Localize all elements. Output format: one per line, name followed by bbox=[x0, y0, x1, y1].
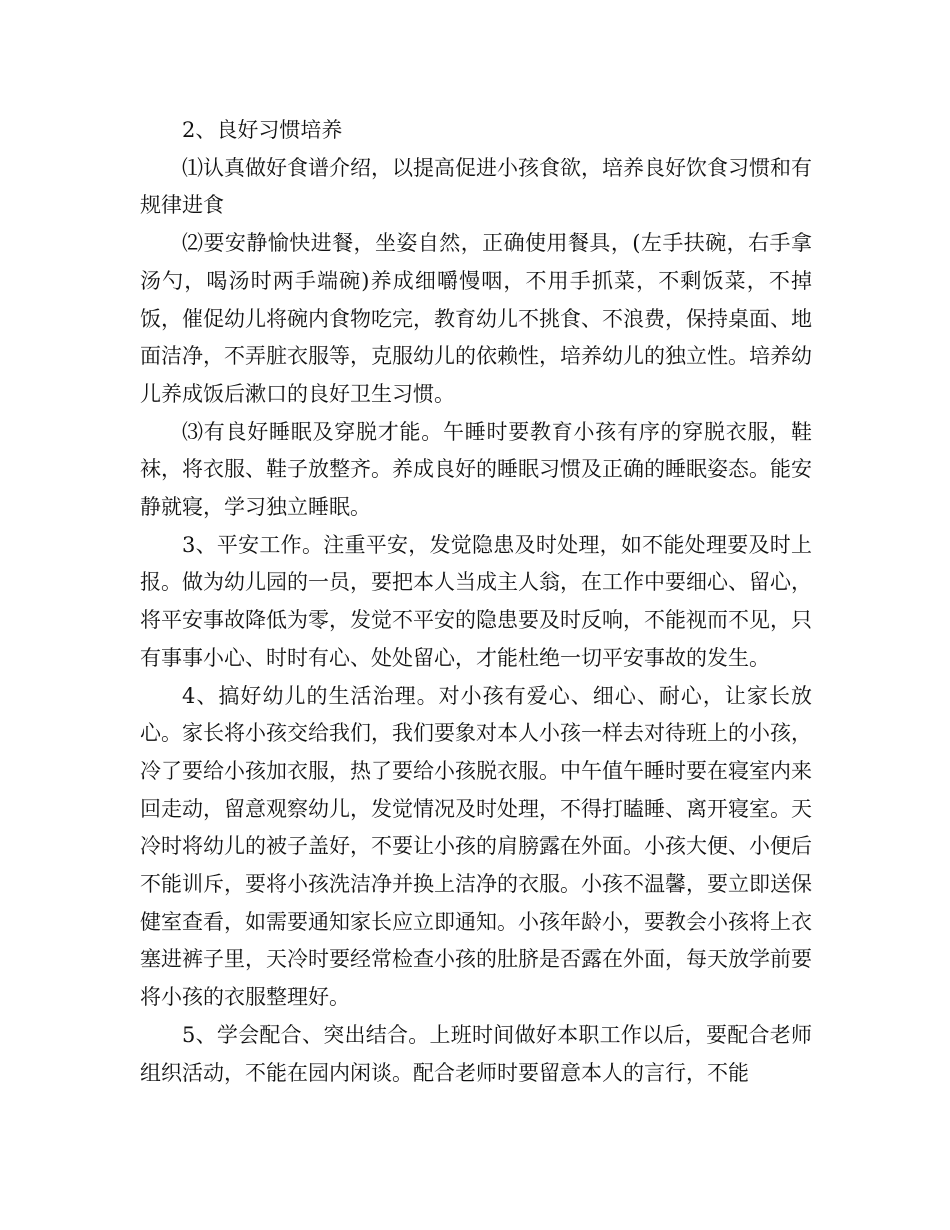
paragraph-recipe: ⑴认真做好食谱介绍，以提高促进小孩食欲，培养良好饮食习惯和有规律进食 bbox=[140, 155, 812, 218]
paragraph-cooperation: 5、学会配合、突出结合。上班时间做好本职工作以后，要配合老师组织活动，不能在园内闲谈。配合老师时要留意本人的言行，不能 bbox=[140, 1022, 812, 1085]
paragraph-sleep: ⑶有良好睡眠及穿脱才能。午睡时要教育小孩有序的穿脱衣服，鞋袜，将衣服、鞋子放整齐。养成良好的睡眠习惯及正确的睡眠姿态。能安静就寝，学习独立睡眠。 bbox=[140, 419, 812, 520]
paragraph-dining: ⑵要安静愉快进餐，坐姿自然，正确使用餐具，(左手扶碗，右手拿汤勺，喝汤时两手端碗)养成细嚼慢咽，不用手抓菜，不剩饭菜，不掉饭，催促幼儿将碗内食物吃完，教育幼儿不挑食、不浪费，保持桌面、地面洁净，不弄脏衣服等，克服幼儿的依赖性，培养幼儿的独立性。培养幼儿养成饭后漱口的良好卫生习惯。 bbox=[140, 231, 812, 406]
section-heading-habits: 2、良好习惯培养 bbox=[182, 118, 343, 142]
document-body bbox=[140, 112, 812, 1092]
paragraph-safety: 3、平安工作。注重平安，发觉隐患及时处理，如不能处理要及时上报。做为幼儿园的一员，要把本人当成主人翁，在工作中要细心、留心，将平安事故降低为零，发觉不平安的隐患要及时反响，不能视而不见，只有事事小心、时时有心、处处留心，才能杜绝一切平安事故的发生。 bbox=[140, 532, 812, 670]
paragraph-life-care: 4、搞好幼儿的生活治理。对小孩有爱心、细心、耐心，让家长放心。家长将小孩交给我们，我们要象对本人小孩一样去对待班上的小孩，冷了要给小孩加衣服，热了要给小孩脱衣服。中午值午睡时要在寝室内来回走动，留意观察幼儿，发觉情况及时处理，不得打瞌睡、离开寝室。天冷时将幼儿的被子盖好，不要让小孩的肩膀露在外面。小孩大便、小便后不能训斥，要将小孩洗洁净并换上洁净的衣服。小孩不温馨，要立即送保健室查看，如需要通知家长应立即通知。小孩年龄小，要教会小孩将上衣塞进裤子里，天冷时要经常检查小孩的肚脐是否露在外面，每天放学前要将小孩的衣服整理好。 bbox=[140, 683, 812, 1010]
